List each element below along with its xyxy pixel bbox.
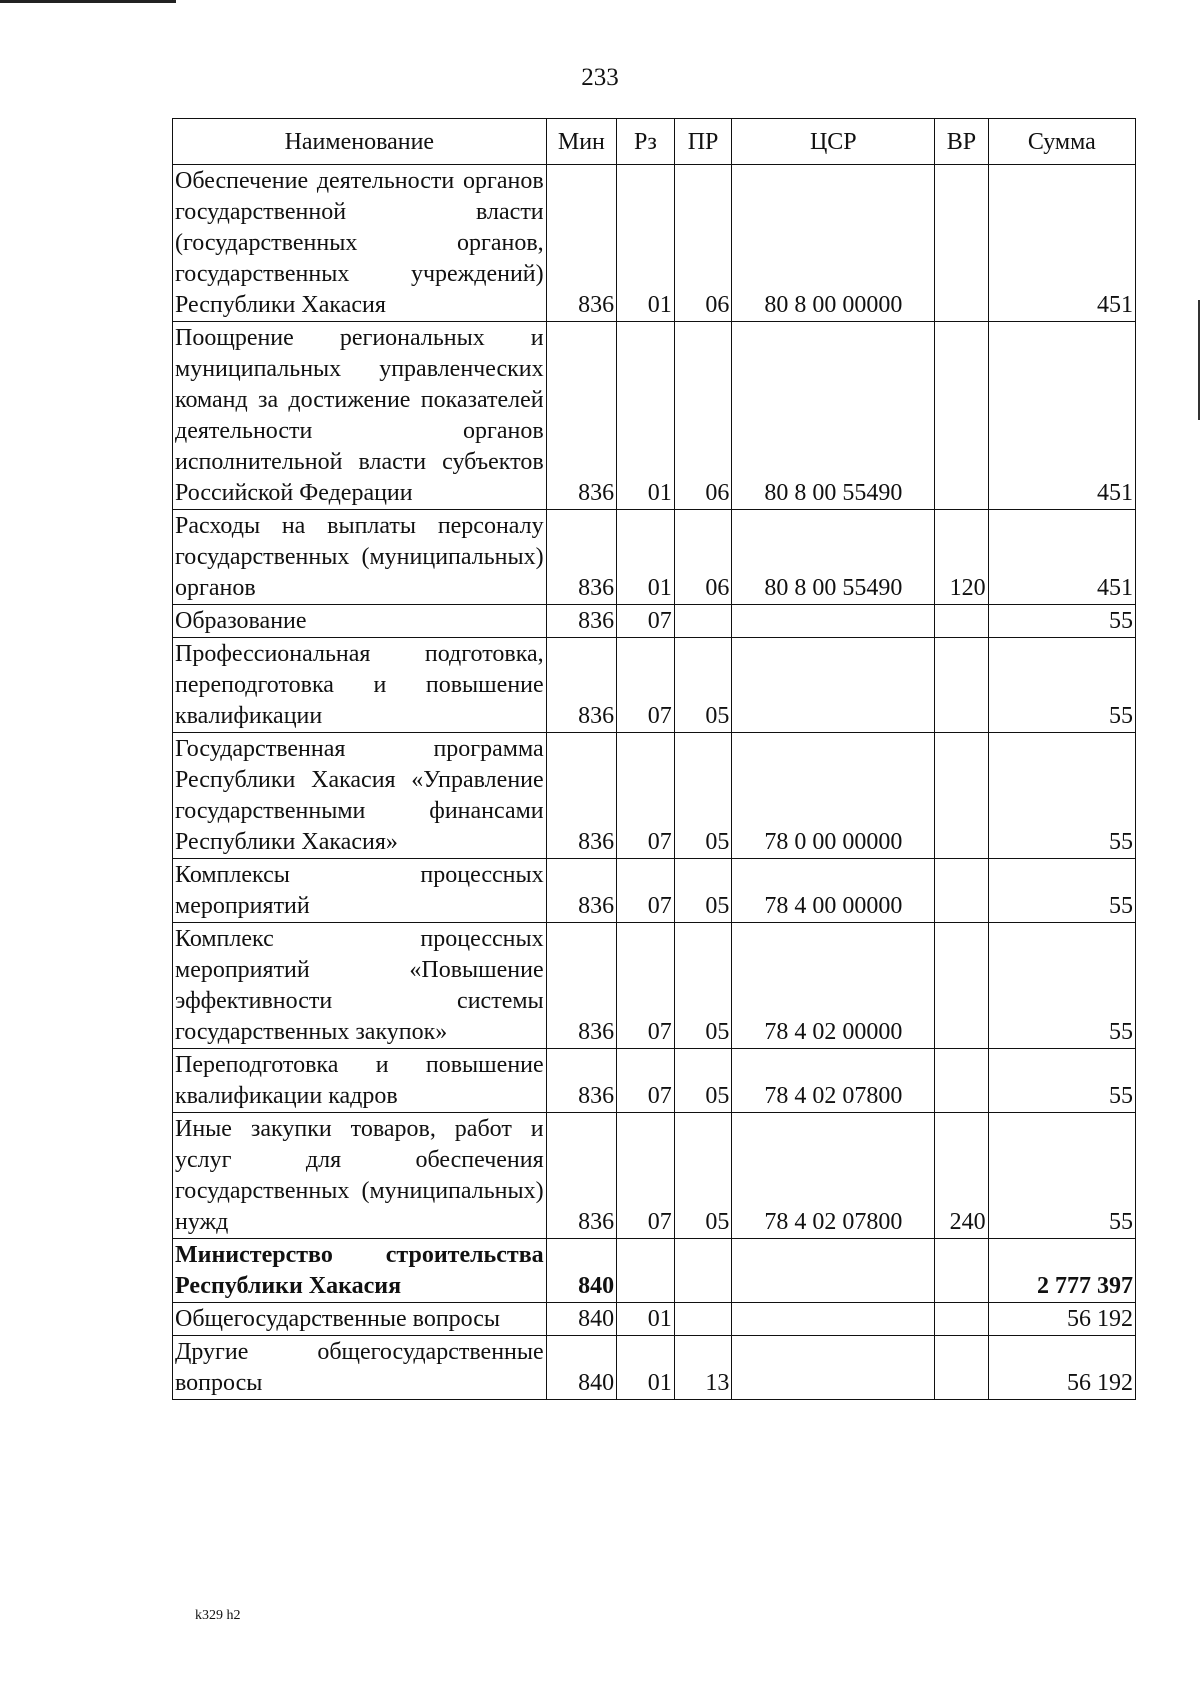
row-name: Государственная программа Республики Хакасия «Управление государственными финансами Республики Хакасия» [173, 733, 547, 859]
row-sum: 55 [988, 605, 1135, 638]
row-name: Расходы на выплаты персоналу государственных (муниципальных) органов [173, 510, 547, 605]
row-pr [674, 1239, 732, 1303]
row-pr: 05 [674, 859, 732, 923]
row-csr: 78 4 02 00000 [732, 923, 935, 1049]
row-sum: 55 [988, 1113, 1135, 1239]
row-min: 836 [546, 165, 616, 322]
table-row [173, 733, 1136, 859]
row-pr: 06 [674, 165, 732, 322]
table-row [173, 1113, 1136, 1239]
table-row [173, 1336, 1136, 1400]
row-csr: 78 0 00 00000 [732, 733, 935, 859]
row-name: Общегосударственные вопросы [173, 1303, 547, 1336]
row-min: 840 [546, 1336, 616, 1400]
table-row [173, 1239, 1136, 1303]
row-vr [935, 322, 988, 510]
row-sum: 451 [988, 322, 1135, 510]
row-name: Поощрение региональных и муниципальных управленческих команд за достижение показателей деятельности органов исполнительной власти субъектов Российской Федерации [173, 322, 547, 510]
row-vr [935, 733, 988, 859]
row-sum: 451 [988, 510, 1135, 605]
row-vr [935, 1049, 988, 1113]
row-rz: 01 [617, 510, 675, 605]
table-row [173, 1303, 1136, 1336]
col-header-pr: ПР [674, 119, 732, 165]
row-rz: 07 [617, 733, 675, 859]
row-csr [732, 638, 935, 733]
row-rz: 07 [617, 923, 675, 1049]
col-header-csr: ЦСР [732, 119, 935, 165]
footer-code: k329 h2 [195, 1608, 241, 1623]
row-vr [935, 605, 988, 638]
table-body [173, 165, 1136, 1400]
row-min: 836 [546, 510, 616, 605]
row-min: 836 [546, 1049, 616, 1113]
row-vr: 240 [935, 1113, 988, 1239]
row-name: Обеспечение деятельности органов государственной власти (государственных органов, государственных учреждений) Республики Хакасия [173, 165, 547, 322]
col-header-min: Мин [546, 119, 616, 165]
row-name: Комплекс процессных мероприятий «Повышение эффективности системы государственных закупок» [173, 923, 547, 1049]
table-row [173, 1049, 1136, 1113]
row-rz [617, 1239, 675, 1303]
row-rz: 01 [617, 1303, 675, 1336]
row-sum: 56 192 [988, 1336, 1135, 1400]
row-pr [674, 605, 732, 638]
header-row [173, 119, 1136, 165]
row-csr: 80 8 00 55490 [732, 322, 935, 510]
row-pr: 06 [674, 322, 732, 510]
row-rz: 01 [617, 1336, 675, 1400]
row-min: 836 [546, 322, 616, 510]
row-rz: 07 [617, 1113, 675, 1239]
row-min: 840 [546, 1303, 616, 1336]
table-row [173, 638, 1136, 733]
row-sum: 56 192 [988, 1303, 1135, 1336]
row-csr: 78 4 02 07800 [732, 1113, 935, 1239]
row-name: Переподготовка и повышение квалификации кадров [173, 1049, 547, 1113]
row-vr [935, 1239, 988, 1303]
row-vr [935, 1303, 988, 1336]
row-min: 836 [546, 733, 616, 859]
row-csr [732, 1239, 935, 1303]
row-csr [732, 605, 935, 638]
row-sum: 2 777 397 [988, 1239, 1135, 1303]
row-pr: 05 [674, 1113, 732, 1239]
row-name: Иные закупки товаров, работ и услуг для обеспечения государственных (муниципальных) нужд [173, 1113, 547, 1239]
row-name: Комплексы процессных мероприятий [173, 859, 547, 923]
row-vr [935, 923, 988, 1049]
row-csr: 80 8 00 55490 [732, 510, 935, 605]
top-rule [0, 0, 176, 3]
row-pr: 05 [674, 1049, 732, 1113]
row-vr [935, 165, 988, 322]
row-rz: 01 [617, 165, 675, 322]
row-vr [935, 638, 988, 733]
row-csr: 78 4 02 07800 [732, 1049, 935, 1113]
page-number: 233 [581, 64, 619, 91]
row-vr [935, 1336, 988, 1400]
row-rz: 01 [617, 322, 675, 510]
row-csr: 80 8 00 00000 [732, 165, 935, 322]
row-csr: 78 4 00 00000 [732, 859, 935, 923]
row-pr: 06 [674, 510, 732, 605]
col-header-name: Наименование [173, 119, 547, 165]
row-vr [935, 859, 988, 923]
col-header-sum: Сумма [988, 119, 1135, 165]
row-min: 836 [546, 859, 616, 923]
row-pr: 13 [674, 1336, 732, 1400]
row-pr: 05 [674, 733, 732, 859]
row-sum: 55 [988, 733, 1135, 859]
row-pr [674, 1303, 732, 1336]
row-sum: 55 [988, 638, 1135, 733]
table-row [173, 510, 1136, 605]
row-pr: 05 [674, 638, 732, 733]
row-rz: 07 [617, 1049, 675, 1113]
row-sum: 451 [988, 165, 1135, 322]
table-row [173, 165, 1136, 322]
row-min: 840 [546, 1239, 616, 1303]
row-name: Образование [173, 605, 547, 638]
row-sum: 55 [988, 1049, 1135, 1113]
row-csr [732, 1336, 935, 1400]
table-row [173, 923, 1136, 1049]
row-min: 836 [546, 923, 616, 1049]
row-name: Другие общегосударственные вопросы [173, 1336, 547, 1400]
row-name: Профессиональная подготовка, переподготовка и повышение квалификации [173, 638, 547, 733]
row-min: 836 [546, 1113, 616, 1239]
row-min: 836 [546, 605, 616, 638]
row-rz: 07 [617, 859, 675, 923]
row-name: Министерство строительства Республики Хакасия [173, 1239, 547, 1303]
row-vr: 120 [935, 510, 988, 605]
row-sum: 55 [988, 923, 1135, 1049]
row-sum: 55 [988, 859, 1135, 923]
row-min: 836 [546, 638, 616, 733]
budget-table [172, 118, 1136, 1400]
row-rz: 07 [617, 605, 675, 638]
row-rz: 07 [617, 638, 675, 733]
table-row [173, 322, 1136, 510]
col-header-vr: ВР [935, 119, 988, 165]
table-row [173, 605, 1136, 638]
row-pr: 05 [674, 923, 732, 1049]
col-header-rz: Рз [617, 119, 675, 165]
table-row [173, 859, 1136, 923]
row-csr [732, 1303, 935, 1336]
